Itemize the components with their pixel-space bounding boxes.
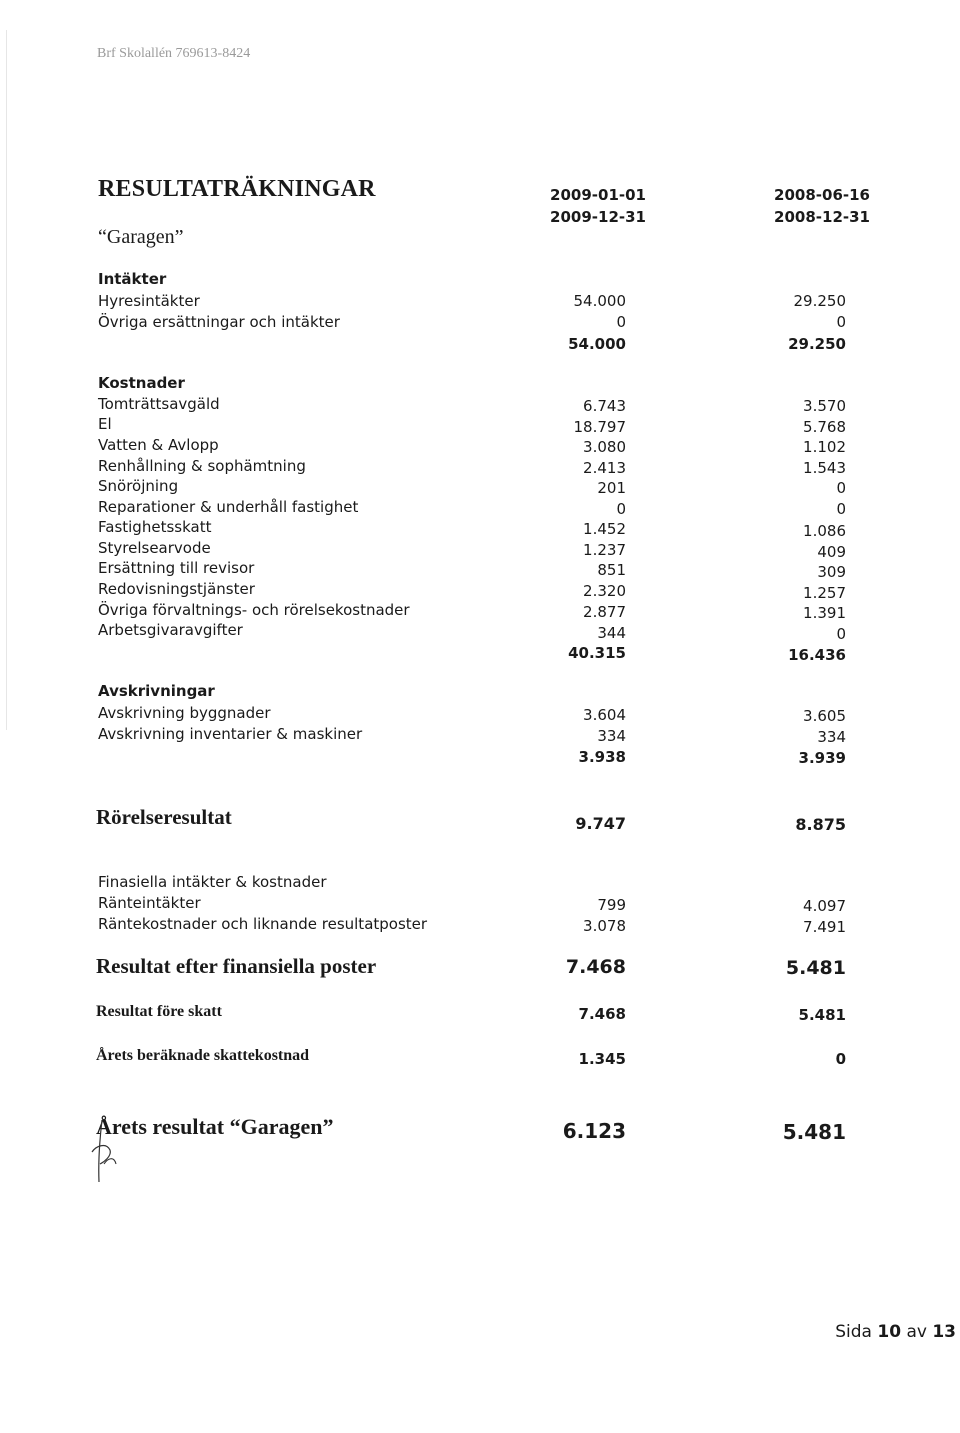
row-value-2009: 3.078 [583,917,626,935]
skattekostnad-value-2008: 0 [835,1050,846,1068]
row-value-2008: 1.102 [803,438,846,456]
rorelseresultat-value-2008: 8.875 [795,815,846,834]
page-title: RESULTATRÄKNINGAR [98,176,376,202]
page-number [835,1322,956,1342]
page-number-middle: av [906,1322,927,1342]
row-value-2008: 0 [836,500,846,518]
row-value-2009: 2.877 [583,603,626,621]
resultat-efter-finansiella-label: Resultat efter finansiella poster [96,954,377,978]
resultat-efter-finansiella-value-2009: 7.468 [565,956,626,978]
arets-resultat-value-2008: 5.481 [782,1120,846,1144]
row-value-2008: 4.097 [803,897,846,915]
row-value-2009: 851 [597,561,626,579]
row-value-2008: 5.768 [803,418,846,436]
row-label: Renhållning & sophämtning [98,457,306,475]
row-value-2008: 3.605 [803,707,846,725]
row-value-2009: 1.452 [583,520,626,538]
row-label: Övriga förvaltnings- och rörelsekostnader [98,601,410,619]
row-label: Fastighetsskatt [98,518,212,536]
page-number-total: 13 [932,1322,956,1342]
row-label: El [98,415,112,433]
row-value-2008: 3.570 [803,397,846,415]
period-1-from: 2009-01-01 [550,186,646,204]
row-label: Redovisningstjänster [98,580,255,598]
period-2-from: 2008-06-16 [774,186,870,204]
row-value-2009: 18.797 [573,418,626,436]
row-label: Ersättning till revisor [98,559,255,577]
resultat-fore-skatt-label: Resultat före skatt [96,1003,222,1020]
row-label: Ränteintäkter [98,894,201,912]
total-value-2009: 3.938 [578,748,626,766]
row-value-2009: 0 [616,500,626,518]
section-title-finansiella: Finasiella intäkter & kostnader [98,873,327,891]
row-value-2009: 1.237 [583,541,626,559]
row-value-2008: 7.491 [803,918,846,936]
row-value-2009: 2.413 [583,459,626,477]
row-value-2008: 409 [817,543,846,561]
section-title-avskrivningar: Avskrivningar [98,682,215,700]
skattekostnad-value-2009: 1.345 [578,1050,626,1068]
row-value-2008: 0 [836,313,846,331]
row-label: Övriga ersättningar och intäkter [98,313,340,331]
row-value-2008: 0 [836,625,846,643]
page-subtitle: “Garagen” [98,226,184,248]
resultat-efter-finansiella-value-2008: 5.481 [785,957,846,979]
row-label: Räntekostnader och liknande resultatposter [98,915,428,933]
row-value-2009: 0 [616,313,626,331]
period-2-to: 2008-12-31 [774,208,870,226]
row-value-2008: 0 [836,479,846,497]
rorelseresultat-label: Rörelseresultat [96,805,232,829]
section-title-intakter: Intäkter [98,270,167,288]
total-value-2009: 40.315 [568,644,626,662]
section-title-kostnader: Kostnader [98,374,185,392]
row-label: Avskrivning byggnader [98,704,271,722]
page-number-current: 10 [877,1322,902,1342]
row-value-2009: 799 [597,896,626,914]
total-value-2008: 16.436 [788,646,846,664]
row-value-2009: 54.000 [573,292,626,310]
signature-initials [84,1112,124,1196]
skattekostnad-label: Årets beräknade skattekostnad [96,1047,310,1064]
arets-resultat-value-2009: 6.123 [562,1119,626,1143]
total-value-2008: 3.939 [798,749,846,767]
total-value-2008: 29.250 [788,335,846,353]
row-value-2008: 1.086 [803,522,846,540]
row-value-2009: 201 [597,479,626,497]
row-value-2009: 2.320 [583,582,626,600]
resultat-fore-skatt-value-2009: 7.468 [578,1005,626,1023]
row-value-2008: 1.257 [803,584,846,602]
resultat-fore-skatt-value-2008: 5.481 [798,1006,846,1024]
row-value-2008: 1.543 [803,459,846,477]
row-value-2008: 1.391 [803,604,846,622]
row-label: Vatten & Avlopp [98,436,219,454]
row-label: Reparationer & underhåll fastighet [98,498,359,516]
scan-edge-line [6,30,7,730]
total-value-2009: 54.000 [568,335,626,353]
row-label: Hyresintäkter [98,292,200,310]
row-value-2009: 3.080 [583,438,626,456]
period-1-to: 2009-12-31 [550,208,646,226]
row-label: Styrelsearvode [98,539,211,557]
arets-resultat-label: Årets resultat “Garagen” [96,1114,334,1139]
row-value-2009: 6.743 [583,397,626,415]
row-value-2008: 334 [817,728,846,746]
page-number-prefix: Sida [835,1322,872,1342]
row-label: Avskrivning inventarier & maskiner [98,725,363,743]
row-value-2009: 3.604 [583,706,626,724]
row-value-2009: 344 [597,624,626,642]
rorelseresultat-value-2009: 9.747 [575,814,626,833]
row-value-2009: 334 [597,727,626,745]
row-value-2008: 309 [817,563,846,581]
row-value-2008: 29.250 [793,292,846,310]
document-header: Brf Skolallén 769613-8424 [97,46,251,61]
row-label: Arbetsgivaravgifter [98,621,243,639]
row-label: Tomträttsavgäld [98,395,220,413]
row-label: Snöröjning [98,477,179,495]
